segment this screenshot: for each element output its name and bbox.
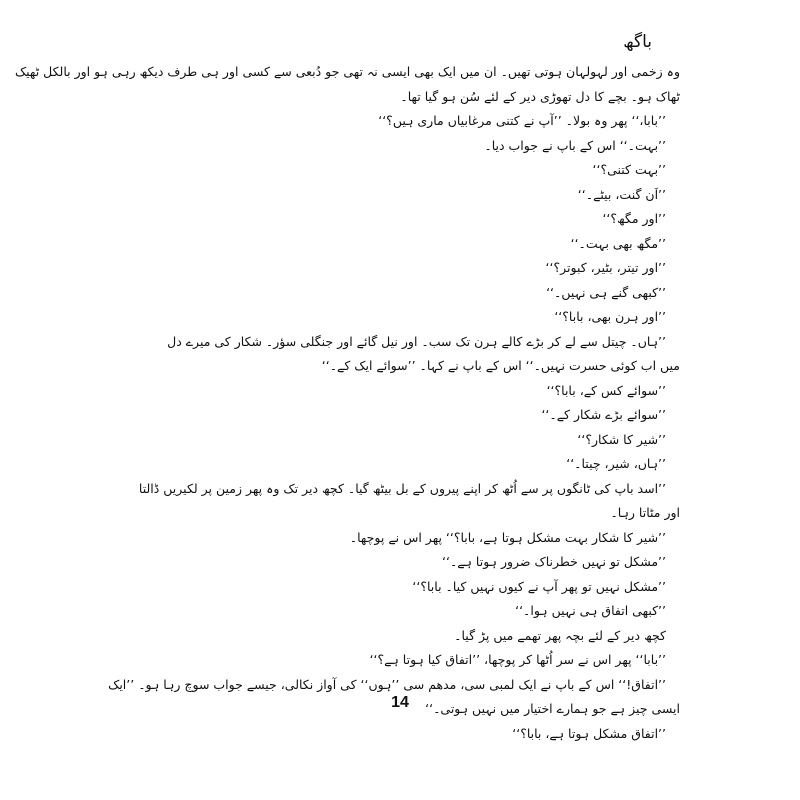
text-line: ’’شیر کا شکار بہت مشکل ہوتا ہے، بابا؟‘‘ پھر اس نے پوچھا۔ — [349, 529, 666, 545]
text-line: ’’اتفاق!‘‘ اس کے باپ نے ایک لمبی سی، مدھم سی ’’ہوں‘‘ کی آواز نکالی، جیسے جواب سوچ رہا ہو۔ ’’ایک — [108, 676, 666, 692]
text-line: ’’اور تیتر، بٹیر، کبوتر؟‘‘ — [545, 260, 666, 275]
text-line: ’’کبھی گنے ہی نہیں۔‘‘ — [546, 284, 666, 300]
text-line: ’’مشکل نہیں تو پھر آپ نے کیوں نہیں کیا۔ بابا؟‘‘ — [412, 578, 666, 594]
text-line: ’’شیر کا شکار؟‘‘ — [577, 431, 666, 447]
text-line: ’’مشکل تو نہیں خطرناک ضرور ہوتا ہے۔‘‘ — [442, 554, 666, 569]
text-line: ’’بہت کتنی؟‘‘ — [592, 162, 666, 177]
text-line: ’’سوائے بڑے شکار کے۔‘‘ — [541, 407, 666, 422]
text-line: ’’اَن گنت، بیٹے۔‘‘ — [577, 186, 666, 202]
text-line: ٹھاک ہو۔ بچے کا دل تھوڑی دیر کے لئے سُن ہو گیا تھا۔ — [400, 88, 680, 104]
text-line: میں اب کوئی حسرت نہیں۔‘‘ اس کے باپ نے کہا۔ ’’سوائے ایک کے۔‘‘ — [321, 358, 680, 373]
text-line: ’’اتفاق مشکل ہوتا ہے، بابا؟‘‘ — [512, 725, 666, 741]
text-line: ’’بابا‘‘ پھر اس نے سر اُٹھا کر پوچھا، ’’اتفاق کیا ہوتا ہے؟‘‘ — [369, 652, 666, 667]
text-line: ’’اسد باپ کی ٹانگوں پر سے اُٹھ کر اپنے پیروں کے بل بیٹھ گیا۔ کچھ دیر تک وہ پھر زمین پر لکیریں ڈالتا — [138, 480, 666, 496]
text-line: ’’بہت۔‘‘ اس کے باپ نے جواب دیا۔ — [484, 137, 666, 153]
text-line: ’’مگھ بھی بہت۔‘‘ — [570, 235, 666, 251]
text-line: ’’اور ہرن بھی، بابا؟‘‘ — [554, 309, 666, 324]
text-line: کچھ دیر کے لئے بچہ پھر تھمے میں پڑ گیا۔ — [454, 627, 666, 643]
page-number: 14 — [391, 694, 409, 711]
text-line: ایسی چیز ہے جو ہمارے اختیار میں نہیں ہوتی۔‘‘ — [425, 701, 680, 716]
text-line: اور مٹاتا رہا۔ — [610, 505, 680, 520]
text-line: ’’ہاں، شیر، چیتا۔‘‘ — [566, 456, 666, 471]
text-line: ’’اور مگھ؟‘‘ — [602, 211, 666, 226]
text-line: ’’سوائے کس کے، بابا؟‘‘ — [546, 382, 666, 398]
body-text — [14, 60, 680, 746]
text-line: ’’بابا،‘‘ پھر وہ بولا۔ ’’آپ نے کتنی مرغابیاں ماری ہیں؟‘‘ — [378, 113, 666, 128]
text-line: وہ زخمی اور لہولہان ہوتی تھیں۔ ان میں ایک بھی ایسی نہ تھی جو دُبعی سے کسی اور ہی طرف دیکھ رہی ہو اور بالکل ٹھیک — [14, 64, 680, 79]
page-header-title: باگھ — [623, 32, 652, 52]
text-line: ’’ہاں۔ چیتل سے لے کر بڑے کالے ہرن تک سب۔ اور نیل گائے اور جنگلی سؤر۔ شکار کی میرے دل — [167, 333, 666, 349]
text-line: ’’کبھی اتفاق ہی نہیں ہوا۔‘‘ — [515, 603, 666, 618]
